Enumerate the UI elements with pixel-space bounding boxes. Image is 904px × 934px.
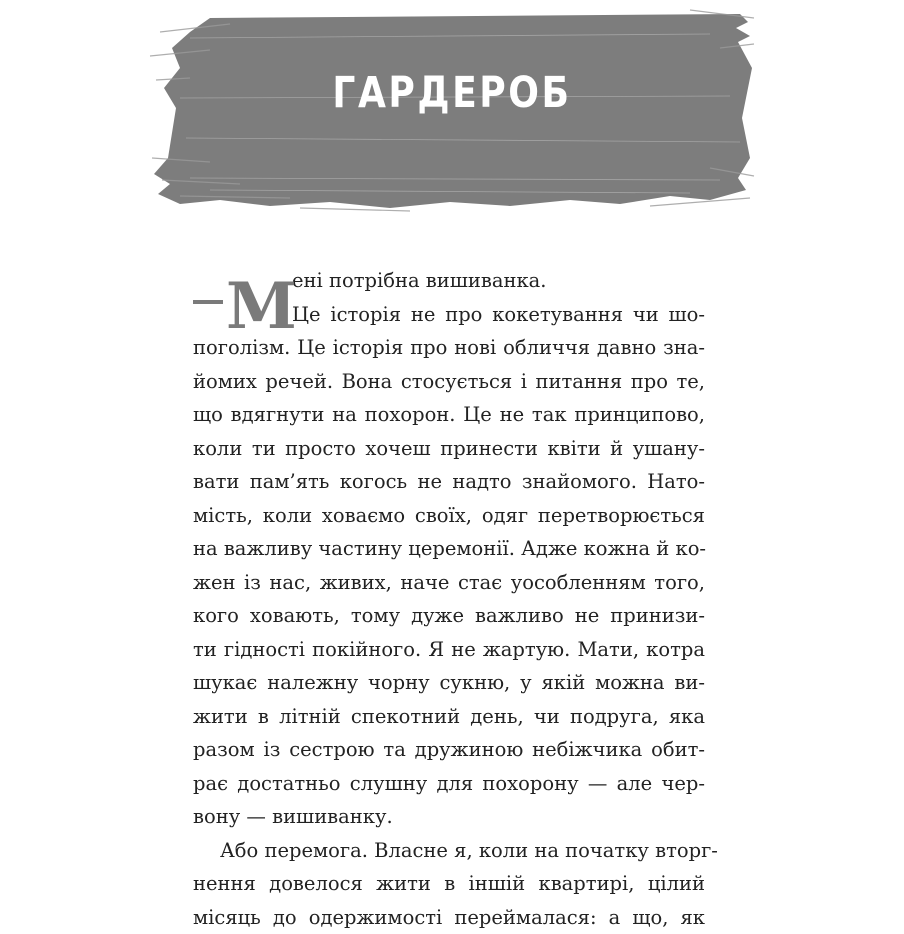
body-text — [193, 264, 705, 934]
text-line: рає достатньо слушну для похорону — але чер- — [193, 767, 705, 801]
text-line: йомих речей. Вона стосується і питання про те, — [193, 365, 705, 399]
text-line: вону — вишиванку. — [193, 800, 705, 834]
text-line: кого ховають, тому дуже важливо не принизи- — [193, 599, 705, 633]
text-line: вати пам’ять когось не надто знайомого. Нато- — [193, 465, 705, 499]
drop-cap-letter: М — [226, 275, 297, 339]
text-line: ені потрібна вишиванка. — [193, 264, 705, 298]
text-line: шукає належну чорну сукню, у якій можна ви- — [193, 666, 705, 700]
text-line: Або перемога. Власне я, коли на початку вторг- — [193, 834, 705, 868]
text-line: поголізм. Це історія про нові обличчя давно зна- — [193, 331, 705, 365]
text-line: що вдягнути на похорон. Це не так принципово, — [193, 398, 705, 432]
dialogue-dash — [193, 300, 223, 304]
chapter-title: ГАРДЕРОБ — [198, 72, 705, 115]
text-line: місяць до одержимості переймалася: а що, як — [193, 901, 705, 934]
text-line: разом із сестрою та дружиною небіжчика обит- — [193, 733, 705, 767]
text-line: на важливу частину церемонії. Адже кожна й ко- — [193, 532, 705, 566]
text-line: нення довелося жити в іншій квартирі, цілий — [193, 867, 705, 901]
text-line: мість, коли ховаємо своїх, одяг перетворюється — [193, 499, 705, 533]
text-line: жен із нас, живих, наче стає уособленням того, — [193, 566, 705, 600]
text-line: Це історія не про кокетування чи шо- — [193, 298, 705, 332]
text-line: коли ти просто хочеш принести квіти й ушану- — [193, 432, 705, 466]
text-line: жити в літній спекотний день, чи подруга, яка — [193, 700, 705, 734]
text-line: ти гідності покійного. Я не жартую. Мати, котра — [193, 633, 705, 667]
